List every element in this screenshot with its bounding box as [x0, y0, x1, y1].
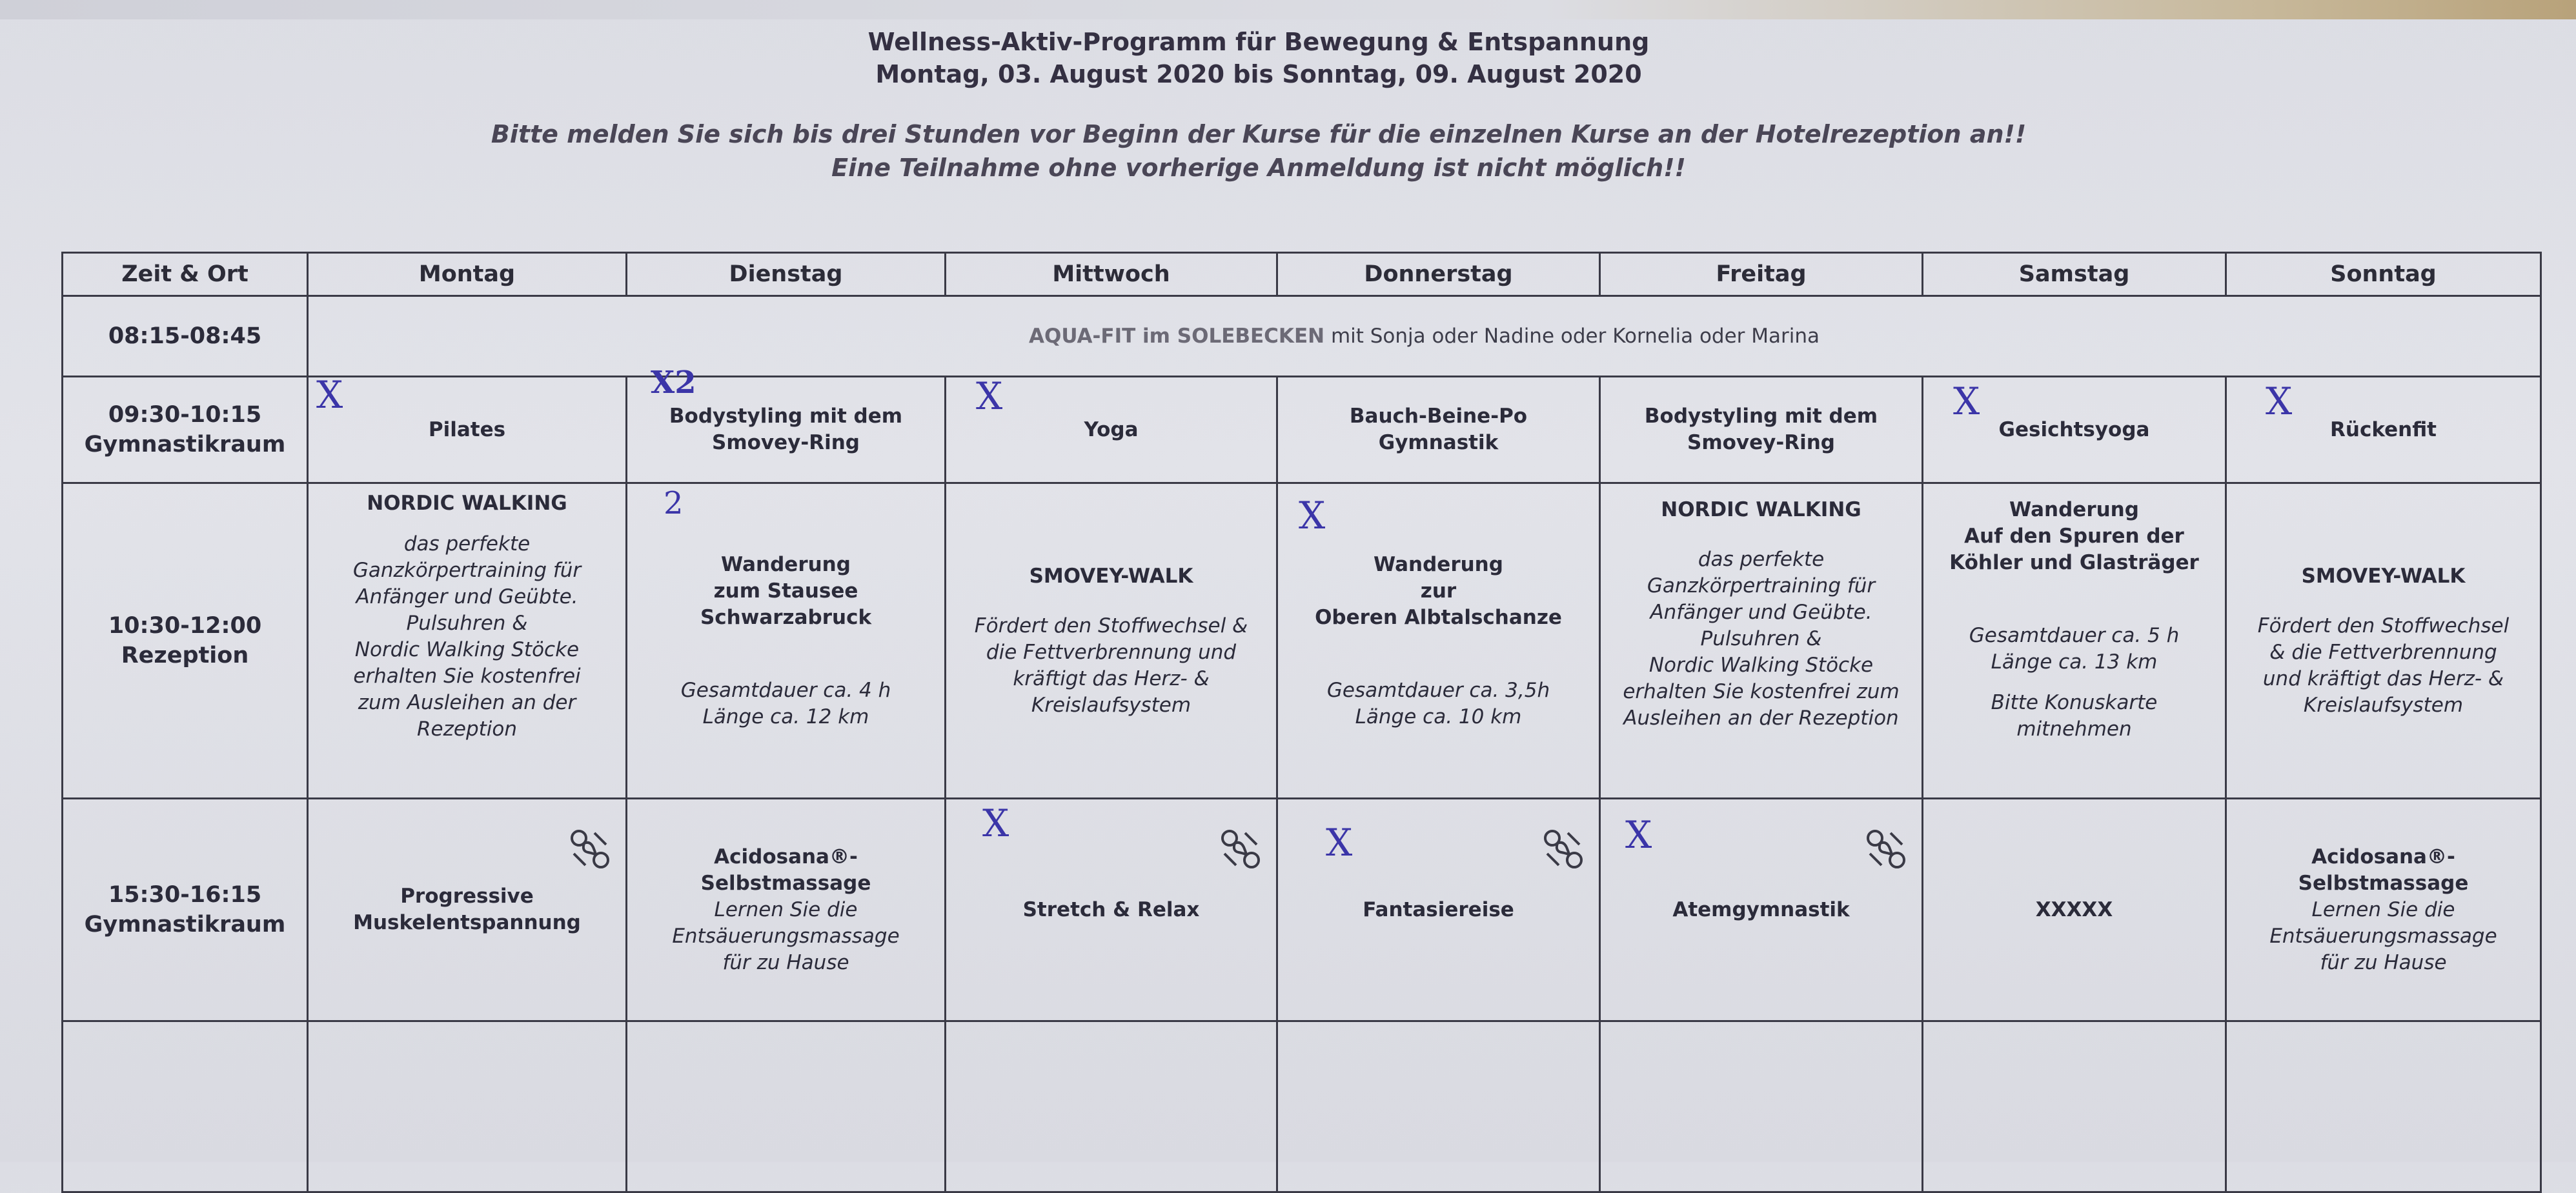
- course-cell-saturday: [1923, 799, 2226, 1021]
- description-line: Anfänger und Geübte.: [356, 585, 578, 608]
- column-header-thursday: Donnerstag: [1277, 253, 1600, 296]
- handwritten-x-mark: X: [1299, 494, 1326, 537]
- empty-cell: [1600, 1021, 1923, 1192]
- course-cell-monday: [308, 799, 627, 1021]
- course-title-line: Wanderung: [2009, 498, 2139, 521]
- header-row: [63, 253, 2541, 296]
- course-detail: Länge ca. 12 km: [702, 705, 869, 728]
- course-name-line-1: Bodystyling mit dem: [1644, 405, 1878, 428]
- course-name: Yoga: [1084, 417, 1139, 441]
- description-line: Kreislaufsystem: [1031, 693, 1192, 717]
- description-line: Pulsuhren &: [406, 612, 528, 635]
- course-description: [953, 613, 1270, 719]
- course-cell-tuesday: [627, 365, 946, 483]
- course-detail: Gesamtdauer ca. 4 h: [680, 678, 891, 702]
- notice-line-1: Bitte melden Sie sich bis drei Stunden vor Beginn der Kurse für die einzelnen Kurse an der Hotelrezeption an!!: [491, 120, 2027, 148]
- handwritten-2-mark: 2: [664, 485, 684, 521]
- course-cell-wednesday: [946, 483, 1277, 799]
- relaxation-icon: [1865, 828, 1907, 870]
- course-name-line-2: Gymnastik: [1378, 431, 1499, 454]
- course-name-line-2: Smovey-Ring: [1687, 431, 1835, 454]
- empty-cell: [1277, 1021, 1600, 1192]
- course-title-line: Acidosana®-: [714, 845, 858, 868]
- course-title-line: zur: [1420, 579, 1457, 603]
- course-description: [2233, 613, 2533, 719]
- course-title-line: Wanderung: [1374, 552, 1503, 576]
- empty-cell: [2226, 1021, 2541, 1192]
- course-cell-wednesday: [946, 374, 1277, 483]
- handwritten-x-mark: X: [2266, 379, 2293, 423]
- description-line: Lernen Sie die: [2311, 897, 2455, 921]
- description-line: Entsäuerungsmassage: [2269, 924, 2497, 948]
- description-line: Kreislaufsystem: [2303, 693, 2464, 717]
- description-line: Fördert den Stoffwechsel: [2257, 614, 2510, 637]
- document-header: [361, 26, 2156, 185]
- empty-cell: [1923, 1021, 2226, 1192]
- course-title: SMOVEY-WALK: [2301, 564, 2466, 588]
- handwritten-x-mark: X: [1953, 379, 1980, 423]
- description-line: Nordic Walking Stöcke: [354, 638, 580, 661]
- registration-notice: [361, 117, 2156, 185]
- course-title: NORDIC WALKING: [367, 492, 567, 515]
- description-line: Rezeption: [416, 717, 517, 741]
- description-line: für zu Hause: [2320, 950, 2447, 974]
- schedule-table: [61, 252, 2542, 1193]
- course-cell-monday: [308, 373, 627, 483]
- description-line: das perfekte: [1698, 548, 1825, 571]
- empty-cell: [63, 1021, 308, 1192]
- column-header-monday: Montag: [308, 253, 627, 296]
- column-header-saturday: Samstag: [1923, 253, 2226, 296]
- program-dates: Montag, 03. August 2020 bis Sonntag, 09. August 2020: [875, 60, 1642, 88]
- course-name-line-1: Progressive: [400, 885, 534, 908]
- aqua-fit-trainers: mit Sonja oder Nadine oder Kornelia oder Marina: [1330, 324, 1820, 348]
- course-detail: Länge ca. 10 km: [1355, 705, 1522, 728]
- course-cell-thursday: [1277, 483, 1600, 799]
- column-header-time: Zeit & Ort: [63, 253, 308, 296]
- handwritten-x2-mark: X2: [651, 365, 696, 401]
- description-line: Ganzkörpertraining für: [1647, 574, 1876, 597]
- column-header-friday: Freitag: [1600, 253, 1923, 296]
- description-line: die Fettverbrennung und: [986, 640, 1237, 664]
- handwritten-x-mark: X: [1625, 813, 1652, 857]
- course-cell-saturday: [1923, 483, 2226, 799]
- course-name-line-1: Bodystyling mit dem: [669, 405, 903, 428]
- course-title-line: Acidosana®-: [2311, 845, 2455, 868]
- course-detail: Gesamtdauer ca. 3,5h: [1326, 678, 1550, 702]
- course-name-line-2: Smovey-Ring: [712, 431, 860, 454]
- description-line: Anfänger und Geübte.: [1650, 601, 1872, 624]
- course-name: XXXXX: [2035, 897, 2113, 921]
- description-line: Ganzkörpertraining für: [352, 559, 582, 582]
- course-cell-thursday: [1277, 377, 1600, 483]
- course-name-line-1: Bauch-Beine-Po: [1349, 405, 1528, 428]
- location: Gymnastikraum: [84, 432, 286, 457]
- relaxation-icon: [1219, 828, 1262, 870]
- column-header-wednesday: Mittwoch: [946, 253, 1277, 296]
- course-detail: Länge ca. 13 km: [1991, 650, 2158, 674]
- course-cell-sunday: [2226, 377, 2541, 483]
- course-cell-wednesday: [946, 799, 1277, 1021]
- description-line: Lernen Sie die: [714, 897, 858, 921]
- description-line: Fördert den Stoffwechsel &: [974, 614, 1248, 637]
- time-slot: 10:30-12:00: [108, 613, 262, 639]
- course-cell-saturday: [1923, 377, 2226, 483]
- course-name: Gesichtsyoga: [1998, 417, 2150, 441]
- aqua-fit-title: AQUA-FIT im SOLEBECKEN: [1028, 324, 1325, 348]
- table-row: [63, 296, 2541, 377]
- time-cell: [63, 799, 308, 1021]
- course-detail: Gesamtdauer ca. 5 h: [1969, 624, 2180, 647]
- course-title: SMOVEY-WALK: [1029, 564, 1193, 588]
- course-title-line: Schwarzabruck: [700, 605, 872, 629]
- course-description: [1607, 546, 1915, 732]
- course-title-line: zum Stausee: [713, 579, 858, 603]
- program-title: Wellness-Aktiv-Programm für Bewegung & Entspannung: [867, 28, 1650, 56]
- table-row: [63, 377, 2541, 483]
- course-cell-monday: [308, 483, 627, 799]
- aqua-fit-cell: [308, 296, 2541, 377]
- description-line: kräftigt das Herz- &: [1013, 667, 1210, 690]
- description-line: & die Fettverbrennung: [2269, 640, 2497, 664]
- course-name: Fantasiereise: [1363, 897, 1514, 921]
- time-cell: [63, 296, 308, 377]
- course-name: Atemgymnastik: [1672, 897, 1850, 921]
- course-title-line: Köhler und Glasträger: [1949, 551, 2199, 574]
- course-cell-friday: [1600, 377, 1923, 483]
- handwritten-x-mark: X: [1326, 821, 1353, 865]
- description-line: Pulsuhren &: [1700, 627, 1822, 650]
- relaxation-icon: [1542, 828, 1585, 870]
- course-detail: mitnehmen: [2016, 717, 2132, 741]
- course-title-line: Auf den Spuren der: [1964, 525, 2184, 548]
- table-row: [63, 799, 2541, 1021]
- course-cell-thursday: [1277, 799, 1600, 1021]
- course-name: Pilates: [428, 417, 506, 441]
- course-detail: Bitte Konuskarte: [1991, 691, 2158, 714]
- description-line: und kräftigt das Herz- &: [2262, 667, 2504, 690]
- column-header-tuesday: Dienstag: [627, 253, 946, 296]
- course-name: Rückenfit: [2330, 417, 2437, 441]
- empty-cell: [308, 1021, 627, 1192]
- description-line: das perfekte: [403, 532, 531, 556]
- table-row: [63, 483, 2541, 799]
- column-header-sunday: Sonntag: [2226, 253, 2541, 296]
- empty-cell: [946, 1021, 1277, 1192]
- relaxation-icon: [569, 828, 611, 870]
- course-title-line: Selbstmassage: [700, 871, 871, 895]
- course-title: NORDIC WALKING: [1661, 498, 1861, 521]
- course-title-line: Selbstmassage: [2298, 871, 2469, 895]
- handwritten-x-mark: X: [976, 374, 1003, 418]
- paper-top-edge: [0, 0, 2576, 19]
- time-cell: [63, 483, 308, 799]
- location: Rezeption: [121, 643, 249, 668]
- course-name: Stretch & Relax: [1022, 897, 1200, 921]
- table-row: [63, 1021, 2541, 1192]
- course-title-line: Oberen Albtalschanze: [1315, 605, 1562, 629]
- course-cell-tuesday: [627, 483, 946, 799]
- description-line: erhalten Sie kostenfrei: [353, 665, 581, 688]
- description-line: für zu Hause: [722, 950, 849, 974]
- course-title-line: Wanderung: [721, 552, 851, 576]
- course-name-line-2: Muskelentspannung: [353, 911, 581, 934]
- time-slot: 08:15-08:45: [108, 323, 262, 349]
- notice-line-2: Eine Teilnahme ohne vorherige Anmeldung ist nicht möglich!!: [831, 154, 1686, 182]
- time-cell: [63, 377, 308, 483]
- course-cell-sunday: [2226, 483, 2541, 799]
- description-line: erhalten Sie kostenfrei zum: [1623, 680, 1900, 703]
- empty-cell: [627, 1021, 946, 1192]
- time-slot: 15:30-16:15: [108, 882, 262, 908]
- description-line: zum Ausleihen an der: [358, 691, 576, 714]
- course-description: [315, 531, 619, 743]
- course-cell-friday: [1600, 799, 1923, 1021]
- handwritten-x-mark: X: [982, 801, 1009, 845]
- time-slot: 09:30-10:15: [108, 402, 262, 428]
- course-cell-sunday: [2226, 799, 2541, 1021]
- description-line: Nordic Walking Stöcke: [1648, 654, 1874, 677]
- description-line: Entsäuerungsmassage: [672, 924, 900, 948]
- handwritten-x-mark: X: [316, 373, 343, 417]
- course-cell-tuesday: [627, 799, 946, 1021]
- description-line: Ausleihen an der Rezeption: [1623, 707, 1899, 730]
- course-cell-friday: [1600, 483, 1923, 799]
- location: Gymnastikraum: [84, 912, 286, 937]
